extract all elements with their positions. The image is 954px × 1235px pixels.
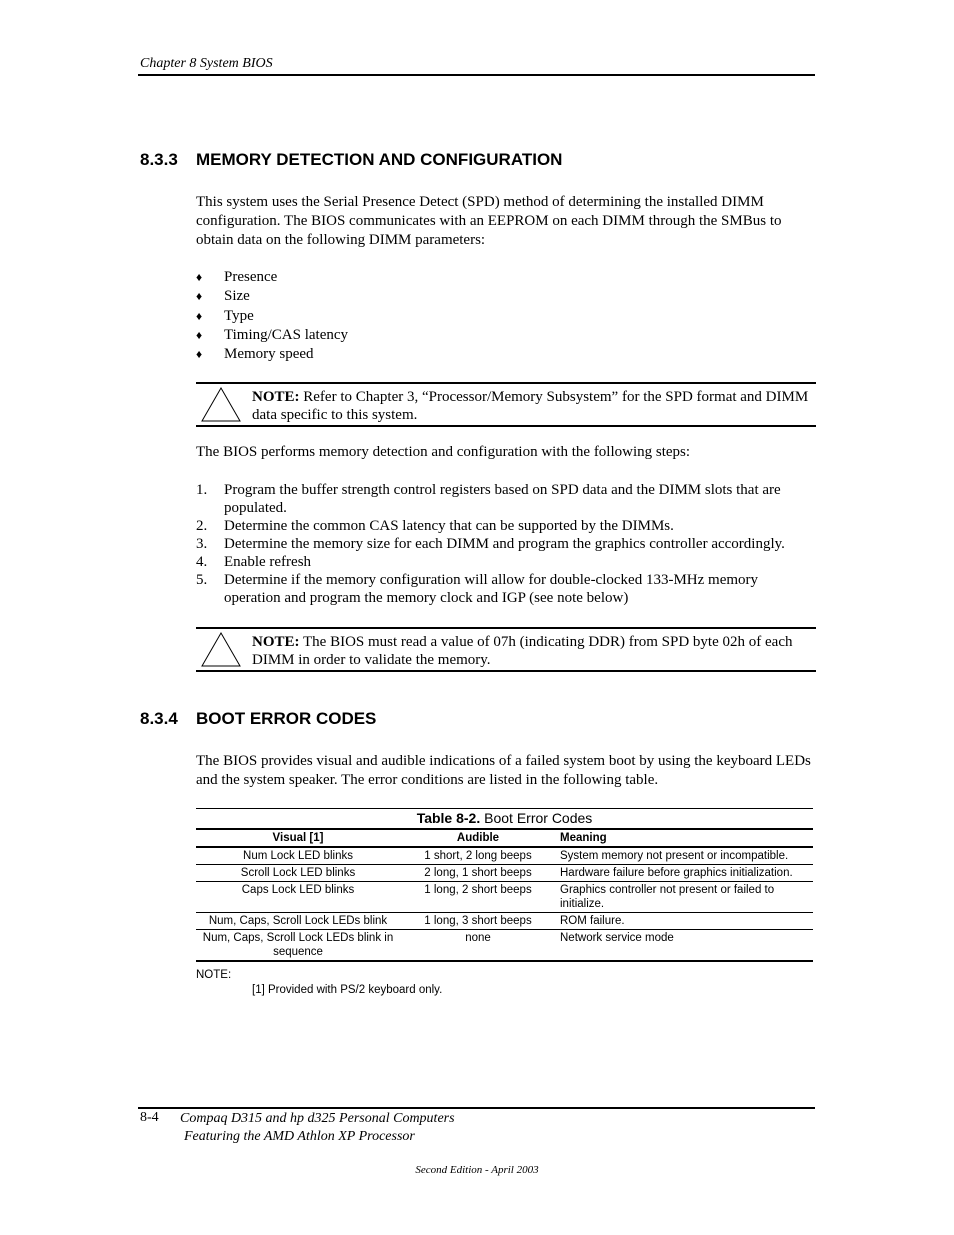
table-header-row [196, 829, 813, 847]
caution-triangle-icon [200, 631, 242, 668]
steps-intro-paragraph: The BIOS performs memory detection and configuration with the following steps: [196, 444, 691, 460]
note-box-ddr [196, 627, 816, 672]
caution-triangle-icon [200, 386, 242, 423]
note-text: NOTE: Refer to Chapter 3, “Processor/Memory Subsystem” for the SPD format and DIMM data specific to this system. [252, 389, 809, 423]
list-item: ♦ Timing/CAS latency [196, 326, 349, 343]
table-row: Caps Lock LED blinks 1 long, 2 short beeps Graphics controller not present or failed to initialize. [196, 882, 813, 913]
table-row: Num Lock LED blinks 1 short, 2 long beeps System memory not present or incompatible. [196, 847, 813, 865]
diamond-bullet-icon: ♦ [196, 289, 203, 304]
list-item: ♦ Size [196, 288, 250, 305]
list-item: 3. Determine the memory size for each DIMM and program the graphics controller accordingly. [196, 536, 785, 552]
table-note-text: [1] Provided with PS/2 keyboard only. [252, 984, 443, 996]
table-note-label: NOTE: [196, 969, 232, 981]
note-text: NOTE: The BIOS must read a value of 07h (indicating DDR) from SPD byte 02h of each DIMM in order to validate the memory. [252, 634, 793, 668]
section-number: 8.3.3 [140, 150, 178, 169]
list-item: 2. Determine the common CAS latency that can be supported by the DIMMs. [196, 518, 674, 534]
table-row: Num, Caps, Scroll Lock LEDs blink in sequence none Network service mode [196, 930, 813, 962]
section-title: MEMORY DETECTION AND CONFIGURATION [196, 150, 563, 169]
table-caption: Table 8-2. Boot Error Codes [416, 810, 593, 826]
boot-error-codes-table [196, 828, 813, 962]
list-item: ♦ Presence [196, 269, 278, 285]
diamond-bullet-icon: ♦ [196, 270, 203, 284]
note-box-spd [196, 382, 816, 427]
page-number: 8-4 [140, 1110, 159, 1125]
section-title: BOOT ERROR CODES [196, 709, 377, 728]
footer-rule [138, 1107, 815, 1109]
header-rule [138, 74, 815, 76]
edition-line: Second Edition - April 2003 [415, 1164, 539, 1176]
table-row: Scroll Lock LED blinks 2 long, 1 short beeps Hardware failure before graphics initialization. [196, 865, 813, 882]
diamond-bullet-icon: ♦ [196, 308, 203, 323]
column-header-meaning: Meaning [556, 829, 813, 847]
column-header-audible: Audible [400, 829, 556, 847]
section-number: 8.3.4 [140, 709, 178, 728]
diamond-bullet-icon: ♦ [196, 327, 203, 342]
list-item: ♦ Memory speed [196, 346, 314, 363]
table-top-rule [196, 808, 813, 809]
list-item: 5. Determine if the memory configuration will allow for double-clocked 133-MHz memory operation and program the memory clock and IGP (see note below) [196, 572, 759, 606]
list-item: 1. Program the buffer strength control registers based on SPD data and the DIMM slots that are populated. [196, 482, 781, 516]
table-row: Num, Caps, Scroll Lock LEDs blink 1 long, 3 short beeps ROM failure. [196, 913, 813, 930]
table-footnote [196, 968, 442, 998]
memory-intro-paragraph: This system uses the Serial Presence Detect (SPD) method of determining the installed DIMM configuration. The BIOS communicates with an EEPROM on each DIMM through the SMBus to obtain data on the following DIMM parameters: [196, 194, 782, 248]
diamond-bullet-icon: ♦ [196, 347, 203, 362]
dimm-parameter-list [196, 268, 348, 364]
list-item: ♦ Type [196, 307, 254, 324]
boot-error-intro-paragraph: The BIOS provides visual and audible indications of a failed system boot by using the keyboard LEDs and the system speaker. The error conditions are listed in the following table. [196, 753, 811, 788]
column-header-visual: Visual [1] [196, 829, 400, 847]
footer-title: Compaq D315 and hp d325 Personal Computers Featuring the AMD Athlon XP Processor [180, 1111, 455, 1144]
section-heading-boot-error-codes [140, 709, 376, 729]
section-heading-memory-detection [140, 150, 562, 170]
list-item: 4. Enable refresh [196, 554, 312, 570]
configuration-steps-list [196, 481, 816, 607]
running-header: Chapter 8 System BIOS [140, 56, 273, 71]
